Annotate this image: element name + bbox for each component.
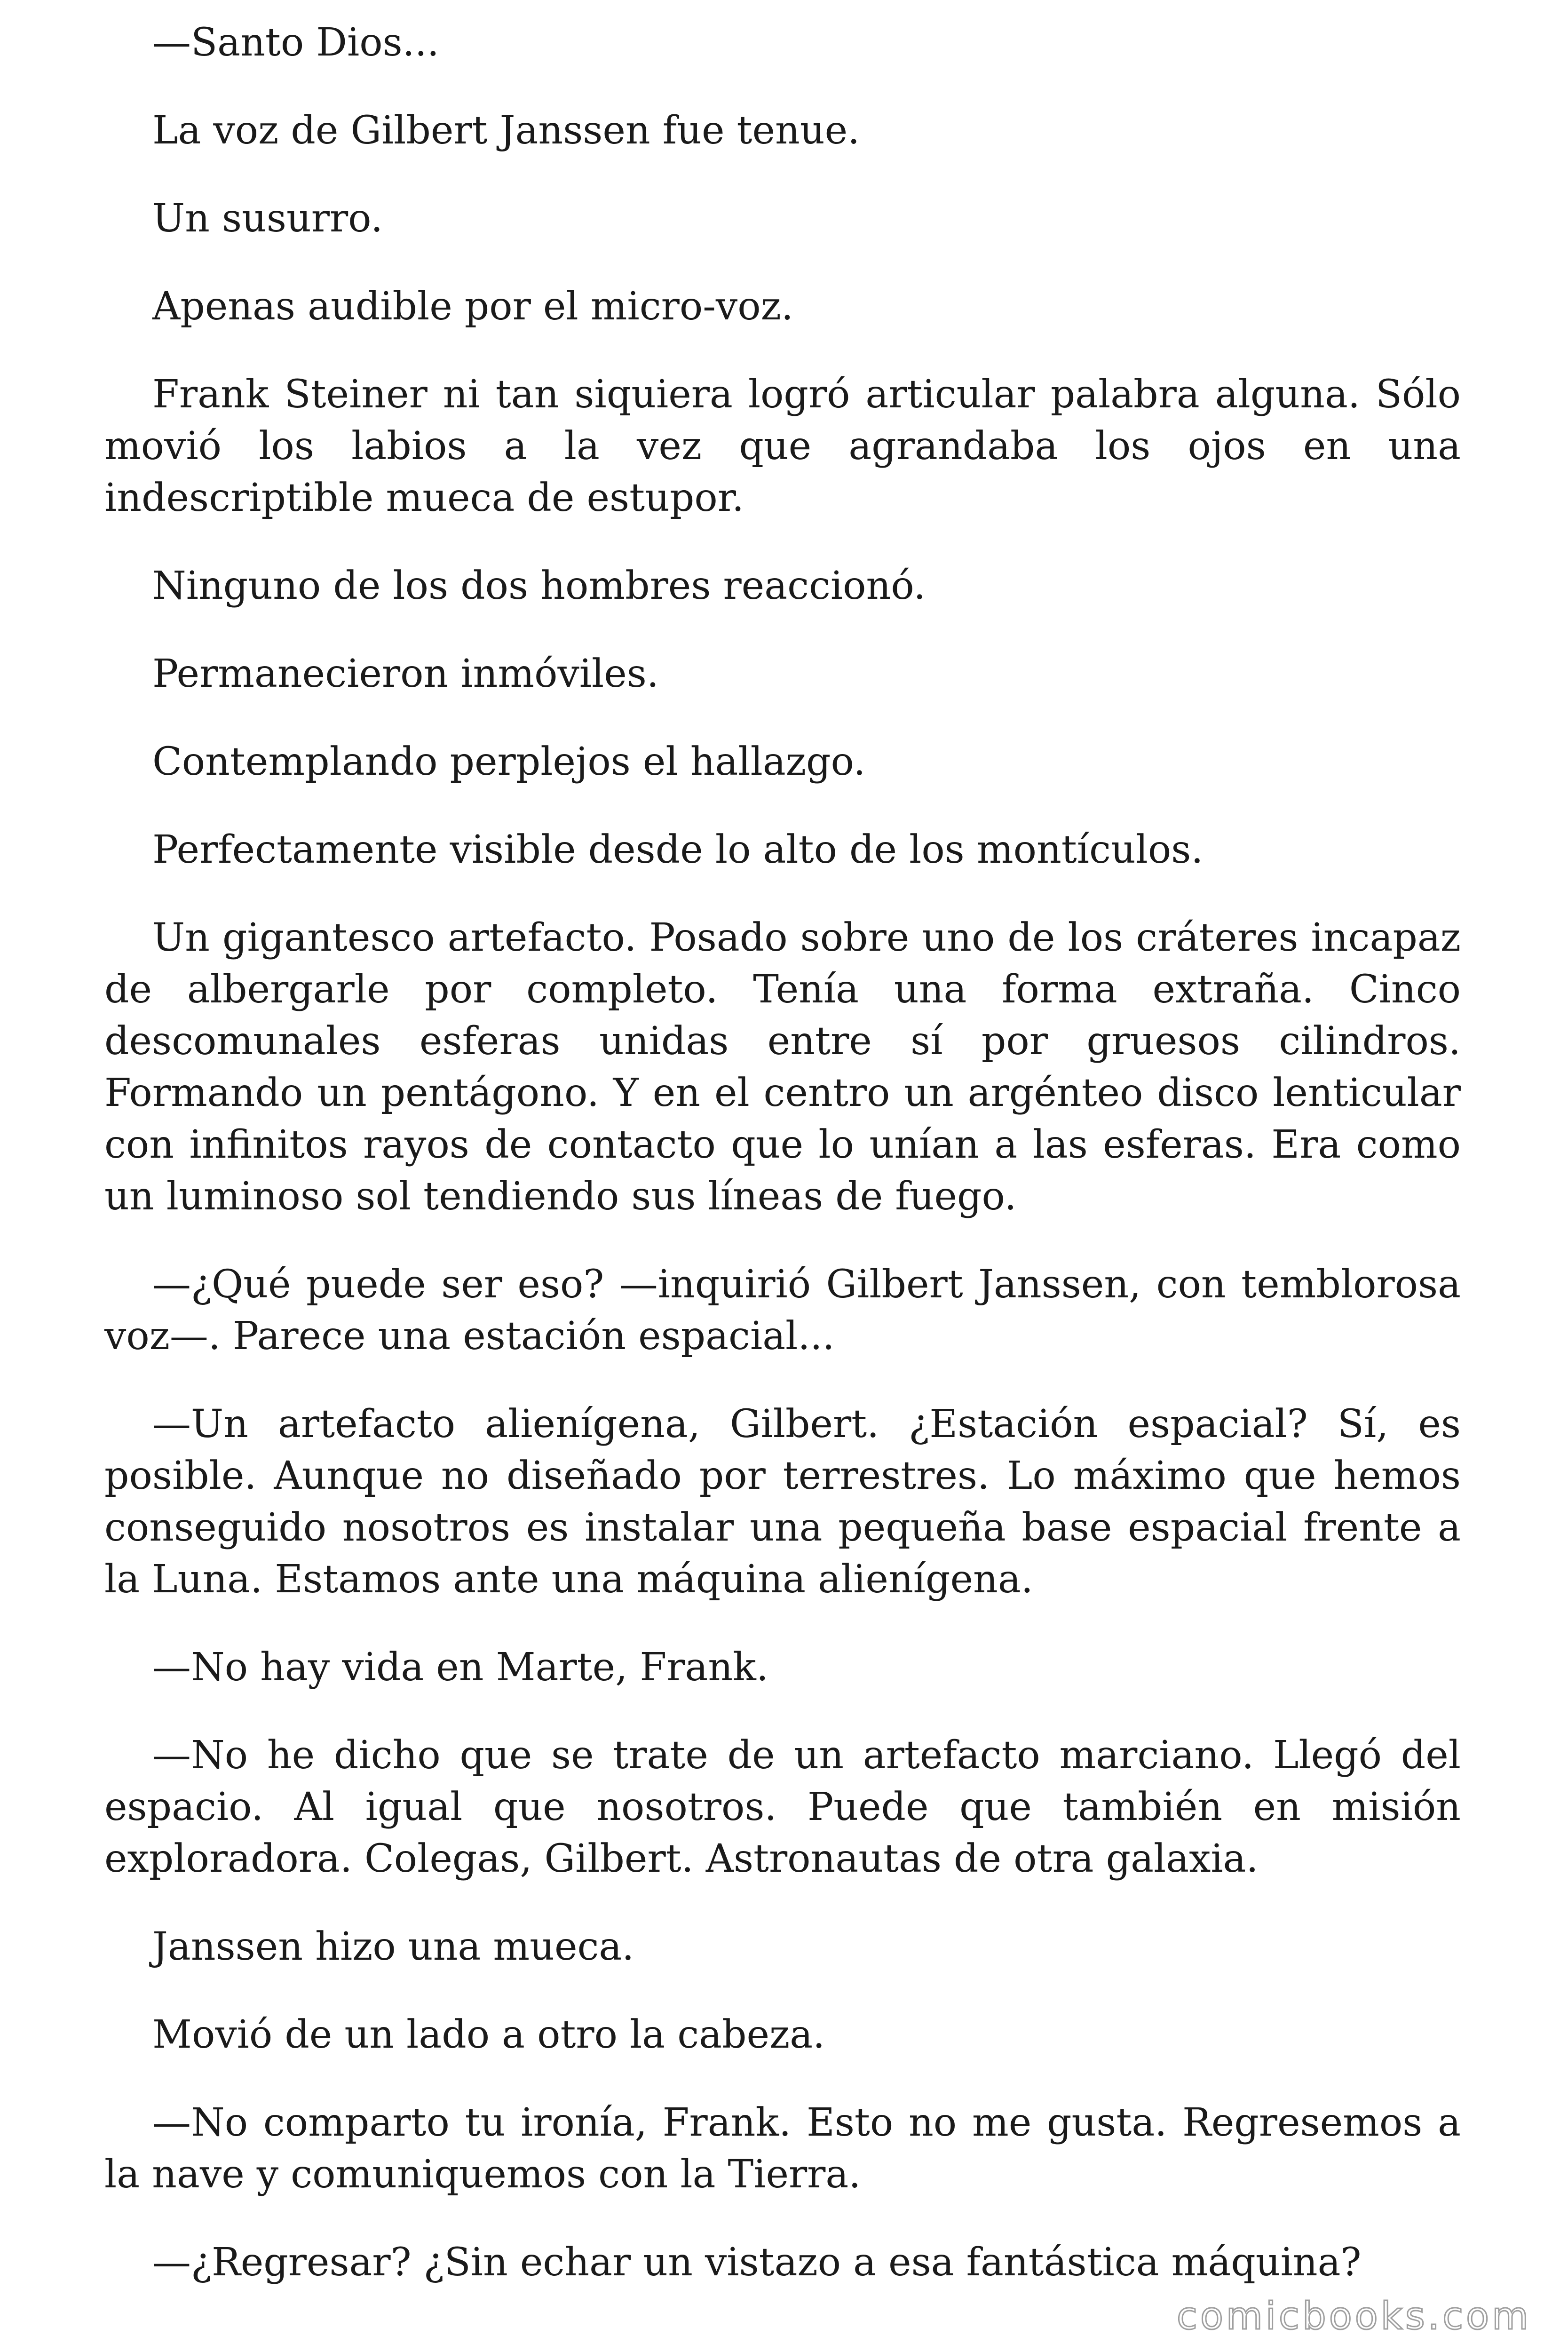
paragraph: La voz de Gilbert Janssen fue tenue. (152, 108, 860, 153)
paragraph: Ninguno de los dos hombres reaccionó. (152, 564, 926, 608)
paragraph: Apenas audible por el micro-voz. (152, 284, 793, 329)
paragraph: —Santo Dios... (152, 20, 439, 65)
paragraph: Contemplando perplejos el hallazgo. (152, 739, 866, 784)
paragraph: —¿Qué puede ser eso? —inquirió Gilbert Janssen, con temblorosa voz—. Parece una estación espacial... (104, 1262, 1461, 1359)
paragraph: —No comparto tu ironía, Frank. Esto no me gusta. Regresemos a la nave y comuniquemos con la Tierra. (104, 2100, 1461, 2197)
paragraph: —No he dicho que se trate de un artefacto marciano. Llegó del espacio. Al igual que nosotros. Puede que también en misión exploradora. Colegas, Gilbert. Astronautas de otra galaxia. (104, 1733, 1461, 1881)
paragraph: Un susurro. (152, 196, 383, 241)
paragraph: Movió de un lado a otro la cabeza. (152, 2012, 825, 2057)
paragraph: Frank Steiner ni tan siquiera logró articular palabra alguna. Sólo movió los labios a la vez que agrandaba los ojos en una indescriptible mueca de estupor. (104, 372, 1461, 520)
text-column (104, 17, 1461, 2325)
paragraph: —Un artefacto alienígena, Gilbert. ¿Estación espacial? Sí, es posible. Aunque no diseñado por terrestres. Lo máximo que hemos conseguido nosotros es instalar una pequeña base espacial frente a la Luna. Estamos ante una máquina alienígena. (104, 1402, 1461, 1602)
paragraph: Un gigantesco artefacto. Posado sobre uno de los cráteres incapaz de albergarle por completo. Tenía una forma extraña. Cinco descomunales esferas unidas entre sí por gruesos cilindros. Formando un pentágono. Y en el centro un argénteo disco lenticular con infinitos rayos de contacto que lo unían a las esferas. Era como un luminoso sol tendiendo sus líneas de fuego. (104, 915, 1461, 1219)
paragraph: Permanecieron inmóviles. (152, 652, 659, 696)
watermark: comicbooks.com (1176, 2294, 1531, 2338)
paragraph: Perfectamente visible desde lo alto de los montículos. (152, 827, 1204, 872)
paragraph: —No hay vida en Marte, Frank. (152, 1645, 768, 1690)
paragraph: —¿Regresar? ¿Sin echar un vistazo a esa fantástica máquina? (152, 2240, 1362, 2285)
paragraph: Janssen hizo una mueca. (152, 1924, 634, 1969)
